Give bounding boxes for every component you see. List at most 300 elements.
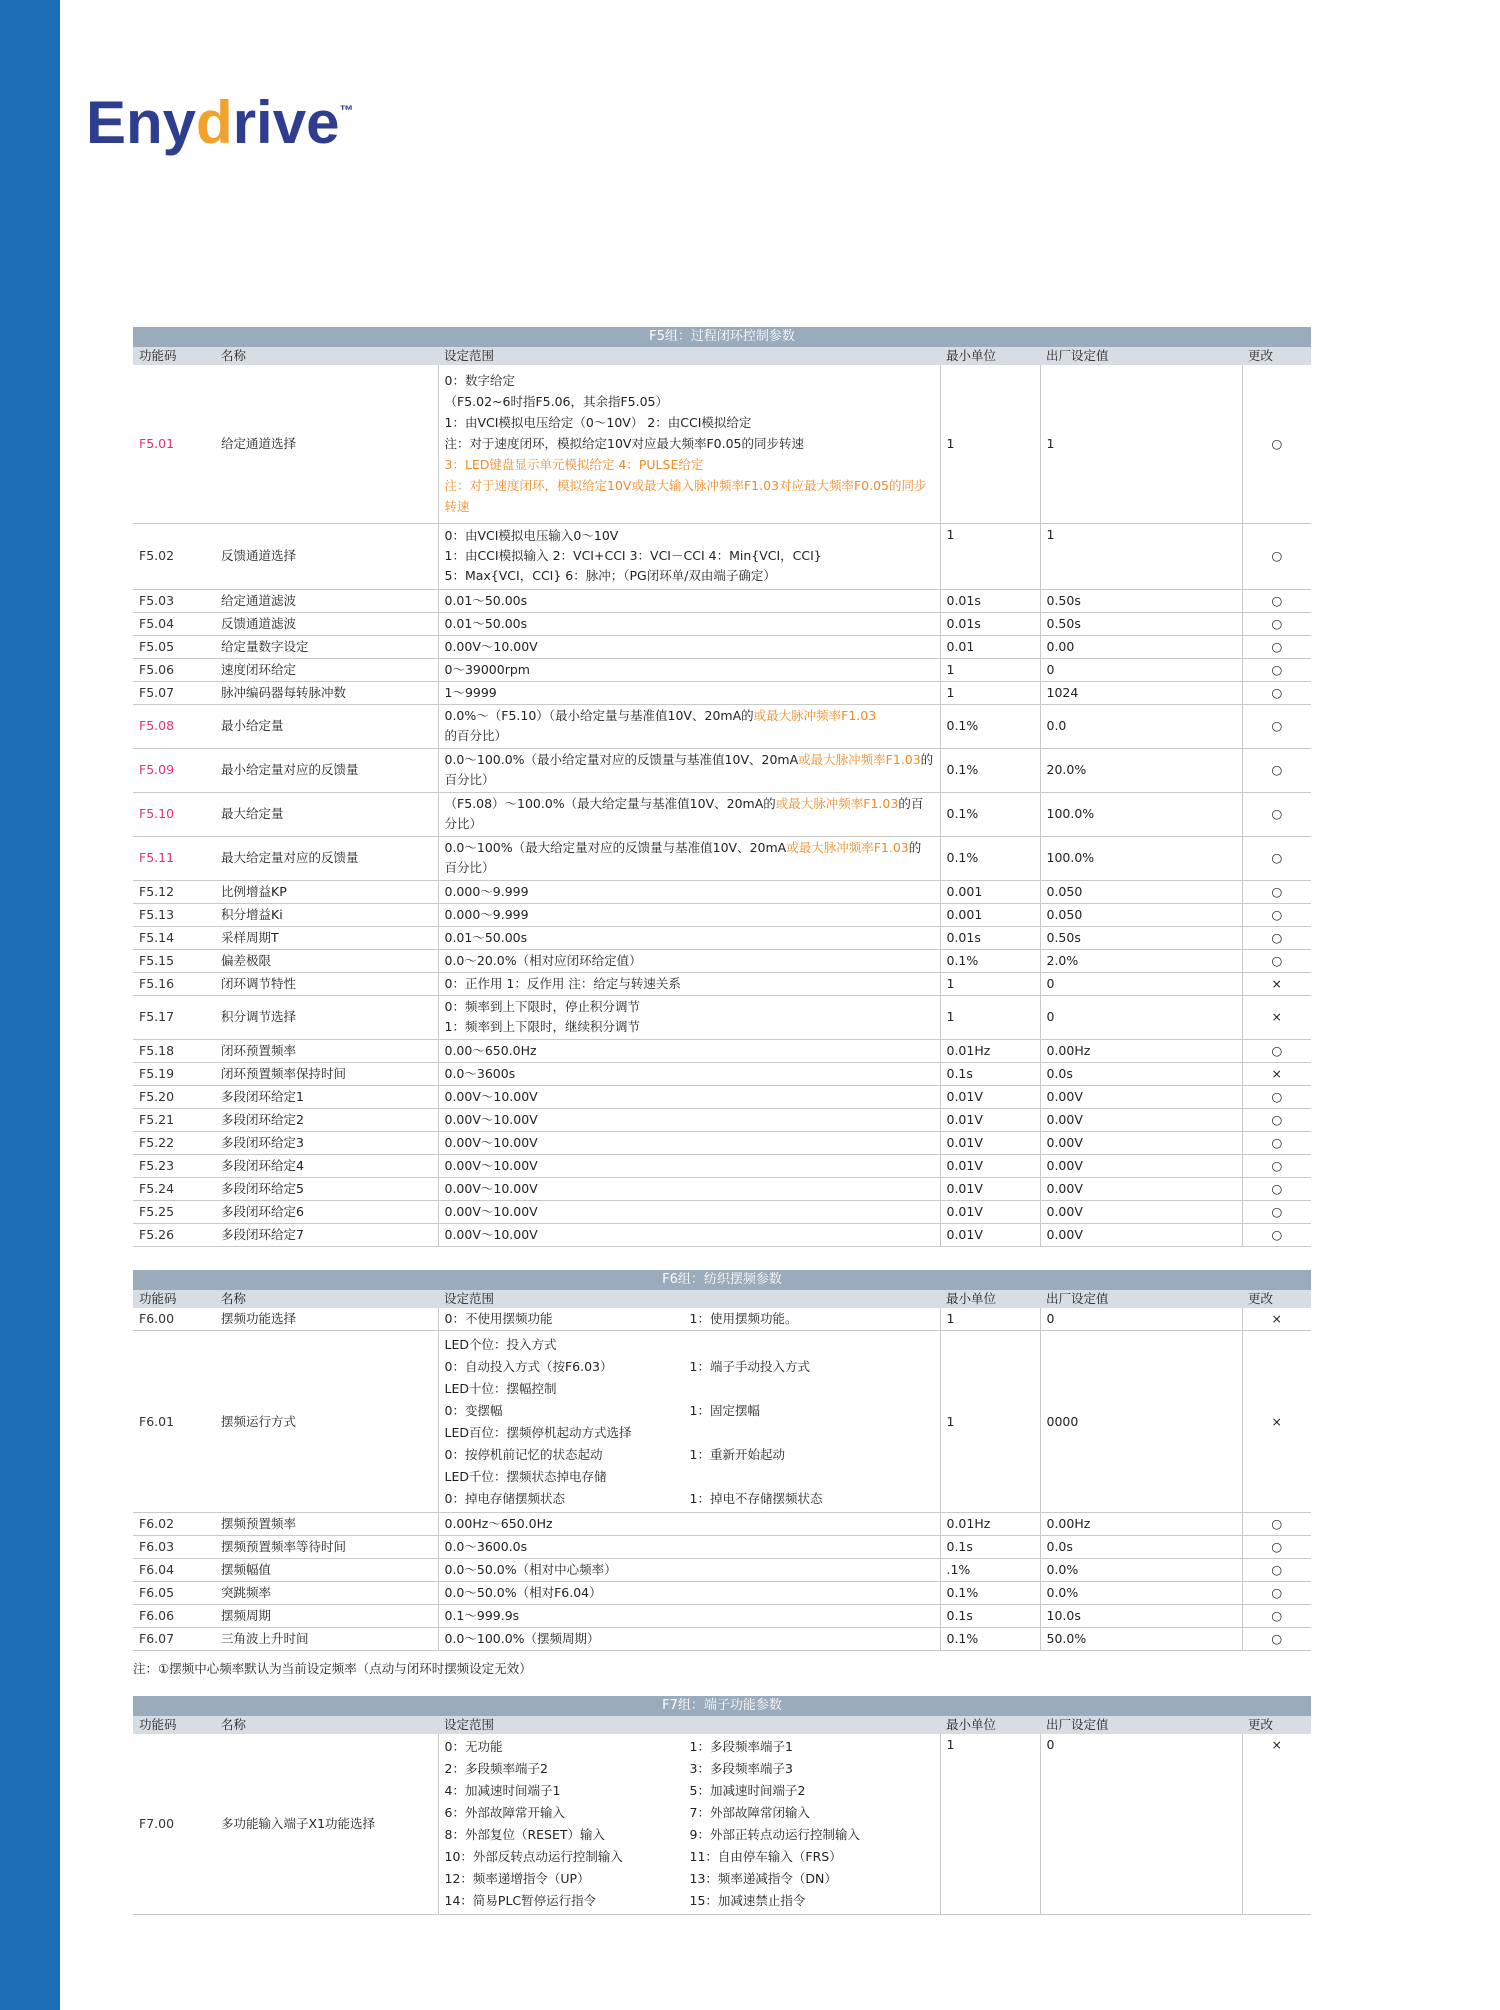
- f5-table-section: [133, 327, 1311, 1247]
- param-unit: 0.01V: [940, 1200, 1040, 1223]
- param-default: 0.050: [1040, 880, 1242, 903]
- change-mark: ×: [1242, 1734, 1311, 1914]
- param-code: F5.07: [133, 681, 215, 704]
- change-mark: ○: [1242, 1131, 1311, 1154]
- param-range: LED个位：投入方式 0：自动投入方式（按F6.03） 1：端子手动投入方式 LED十位：摆幅控制 0：变摆幅 1：固定摆幅 LED百位：摆频停机起动方式选择 0：按停机前记忆的状态起动 1：重新开始起动 LED千位：摆频状态掉电存储 0：掉电存储摆频状态 1：掉电不存储摆频状态: [438, 1331, 940, 1513]
- param-name: 闭环调节特性: [215, 972, 438, 995]
- param-default: 0.00V: [1040, 1108, 1242, 1131]
- change-mark: ○: [1242, 589, 1311, 612]
- change-mark: ○: [1242, 1605, 1311, 1628]
- param-range: 0.00V～10.00V: [438, 1154, 940, 1177]
- param-name: 多段闭环给定7: [215, 1223, 438, 1246]
- param-unit: 0.01s: [940, 612, 1040, 635]
- option-pair: [445, 1846, 934, 1868]
- table-row: [133, 1628, 1311, 1651]
- param-unit: 0.01V: [940, 1223, 1040, 1246]
- f5-simple-rows-3: [133, 1039, 1311, 1246]
- table-row: [133, 1108, 1311, 1131]
- param-range: 0.00V～10.00V: [438, 1223, 940, 1246]
- change-mark: ○: [1242, 880, 1311, 903]
- table-row: [133, 1085, 1311, 1108]
- f6-footnote: 注：①摆频中心频率默认为当前设定频率（点动与闭环时摆频设定无效）: [133, 1661, 532, 1676]
- header-default: 出厂设定值: [1040, 347, 1242, 365]
- param-name: 多段闭环给定5: [215, 1177, 438, 1200]
- header-code: 功能码: [133, 1290, 215, 1308]
- param-unit: 0.001: [940, 880, 1040, 903]
- param-name: 摆频周期: [215, 1605, 438, 1628]
- header-row: [133, 1290, 1311, 1308]
- param-range: 0.00V～10.00V: [438, 1200, 940, 1223]
- param-default: 0.0: [1040, 704, 1242, 748]
- option-text: 9：外部正转点动运行控制输入: [689, 1826, 860, 1842]
- param-name: 采样周期T: [215, 926, 438, 949]
- param-code: F5.19: [133, 1062, 215, 1085]
- option-pair: [445, 1868, 934, 1890]
- f6-simple-rows: [133, 1513, 1311, 1651]
- param-code: F5.15: [133, 949, 215, 972]
- header-row: [133, 347, 1311, 365]
- option-text: 5：加减速时间端子2: [689, 1782, 806, 1798]
- param-default: 0.0%: [1040, 1582, 1242, 1605]
- change-mark: ○: [1242, 1582, 1311, 1605]
- param-range: 1～9999: [438, 681, 940, 704]
- f6-param-table: [133, 1270, 1311, 1651]
- table-title-row: [133, 1270, 1311, 1290]
- param-default: 50.0%: [1040, 1628, 1242, 1651]
- change-mark: ○: [1242, 748, 1311, 792]
- change-mark: ○: [1242, 1559, 1311, 1582]
- param-unit: 1: [940, 523, 1040, 589]
- table-row: [133, 1331, 1311, 1513]
- table-row: [133, 926, 1311, 949]
- param-default: 0.00V: [1040, 1223, 1242, 1246]
- header-name: 名称: [215, 347, 438, 365]
- param-unit: 0.1%: [940, 1582, 1040, 1605]
- param-range: 0.0～3600.0s: [438, 1536, 940, 1559]
- param-unit: 0.01V: [940, 1177, 1040, 1200]
- param-name: 速度闭环给定: [215, 658, 438, 681]
- param-name: 最大给定量: [215, 792, 438, 836]
- param-range: 0.01～50.00s: [438, 612, 940, 635]
- param-name: 积分增益Ki: [215, 903, 438, 926]
- f5-simple-rows-1: [133, 589, 1311, 704]
- table-row: [133, 1734, 1311, 1914]
- change-mark: ×: [1242, 995, 1311, 1039]
- param-code: F5.23: [133, 1154, 215, 1177]
- param-default: 0.050: [1040, 903, 1242, 926]
- header-unit: 最小单位: [940, 1290, 1040, 1308]
- side-color-bar: [0, 0, 60, 2010]
- param-default: 0.00Hz: [1040, 1513, 1242, 1536]
- param-default: 0.00: [1040, 635, 1242, 658]
- param-range: 0.00V～10.00V: [438, 1085, 940, 1108]
- table-row: [133, 589, 1311, 612]
- param-range: 0.0～100%（最大给定量对应的反馈量与基准值10V、20mA或最大脉冲频率F1.03的百分比）: [438, 836, 940, 880]
- change-mark: ○: [1242, 1108, 1311, 1131]
- table-row: [133, 365, 1311, 523]
- param-unit: 0.1%: [940, 792, 1040, 836]
- param-unit: 0.01V: [940, 1154, 1040, 1177]
- f7-table-section: [133, 1696, 1311, 1915]
- param-name: 多段闭环给定1: [215, 1085, 438, 1108]
- header-code: 功能码: [133, 347, 215, 365]
- f5-title: F5组：过程闭环控制参数: [133, 327, 1311, 347]
- param-default: 0.0s: [1040, 1536, 1242, 1559]
- change-mark: ○: [1242, 926, 1311, 949]
- param-unit: 0.01s: [940, 589, 1040, 612]
- param-code: F5.12: [133, 880, 215, 903]
- param-default: 20.0%: [1040, 748, 1242, 792]
- change-mark: ○: [1242, 635, 1311, 658]
- table-row: [133, 792, 1311, 836]
- option-pair: [445, 1780, 934, 1802]
- param-range: 0.00V～10.00V: [438, 635, 940, 658]
- option-text: 12：频率递增指令（UP）: [444, 1870, 590, 1886]
- param-range: 0.0～3600s: [438, 1062, 940, 1085]
- param-unit: 0.1%: [940, 748, 1040, 792]
- param-name: 摆频运行方式: [215, 1331, 438, 1513]
- param-code: F5.01: [133, 365, 215, 523]
- param-default: 0: [1040, 995, 1242, 1039]
- table-row: [133, 1513, 1311, 1536]
- param-code: F5.04: [133, 612, 215, 635]
- param-code: F5.03: [133, 589, 215, 612]
- param-range: 0：数字给定 （F5.02~6时指F5.06，其余指F5.05） 1：由VCI模拟电压给定（0～10V） 2：由CCI模拟给定 注：对于速度闭环，模拟给定10V对应最大频率F0.05的同步转速 3：LED键盘显示单元模拟给定 4：PULSE给定 注：对于速度闭环，模拟给定10V或最大输入脉冲频率F1.03对应最大频率F0.05的同步转速: [438, 365, 940, 523]
- param-name: 给定通道选择: [215, 365, 438, 523]
- param-unit: 1: [940, 1331, 1040, 1513]
- param-name: 多段闭环给定2: [215, 1108, 438, 1131]
- change-mark: ○: [1242, 1039, 1311, 1062]
- change-mark: ○: [1242, 903, 1311, 926]
- param-default: 0.00V: [1040, 1200, 1242, 1223]
- table-row: [133, 748, 1311, 792]
- param-code: F5.10: [133, 792, 215, 836]
- param-unit: 1: [940, 681, 1040, 704]
- change-mark: ×: [1242, 1308, 1311, 1331]
- param-name: 多段闭环给定6: [215, 1200, 438, 1223]
- table-row: [133, 1559, 1311, 1582]
- param-range: 0.000～9.999: [438, 880, 940, 903]
- param-range: [438, 1734, 940, 1914]
- param-default: 0.00V: [1040, 1131, 1242, 1154]
- param-default: 10.0s: [1040, 1605, 1242, 1628]
- param-range: 0.0～50.0%（相对中心频率）: [438, 1559, 940, 1582]
- table-row: [133, 972, 1311, 995]
- param-default: 0: [1040, 658, 1242, 681]
- param-unit: 1: [940, 658, 1040, 681]
- change-mark: ○: [1242, 1536, 1311, 1559]
- param-unit: 1: [940, 1308, 1040, 1331]
- param-range: 0.00V～10.00V: [438, 1108, 940, 1131]
- param-range: 0.00Hz～650.0Hz: [438, 1513, 940, 1536]
- param-unit: 0.001: [940, 903, 1040, 926]
- param-code: F6.06: [133, 1605, 215, 1628]
- param-code: F5.25: [133, 1200, 215, 1223]
- header-row: [133, 1716, 1311, 1734]
- param-unit: 0.1%: [940, 949, 1040, 972]
- param-default: 0000: [1040, 1331, 1242, 1513]
- header-change: 更改: [1242, 347, 1311, 365]
- header-default: 出厂设定值: [1040, 1716, 1242, 1734]
- param-code: F5.02: [133, 523, 215, 589]
- param-range: 0：正作用 1：反作用 注：给定与转速关系: [438, 972, 940, 995]
- f6-title: F6组：纺织摆频参数: [133, 1270, 1311, 1290]
- param-name: 最大给定量对应的反馈量: [215, 836, 438, 880]
- table-row: [133, 880, 1311, 903]
- option-text: 15：加减速禁止指令: [689, 1892, 806, 1908]
- option-text: 6：外部故障常开输入: [444, 1804, 565, 1820]
- table-row: [133, 612, 1311, 635]
- f5-param-table: [133, 327, 1311, 1247]
- param-name: 突跳频率: [215, 1582, 438, 1605]
- param-name: 反馈通道选择: [215, 523, 438, 589]
- param-code: F5.13: [133, 903, 215, 926]
- header-unit: 最小单位: [940, 1716, 1040, 1734]
- param-name: 反馈通道滤波: [215, 612, 438, 635]
- change-mark: ×: [1242, 1331, 1311, 1513]
- header-range: 设定范围: [438, 1290, 940, 1308]
- param-unit: 1: [940, 1734, 1040, 1914]
- param-name: 偏差极限: [215, 949, 438, 972]
- param-default: 0.00V: [1040, 1177, 1242, 1200]
- header-change: 更改: [1242, 1716, 1311, 1734]
- option-text: 11：自由停车输入（FRS）: [689, 1848, 842, 1864]
- param-default: 0.50s: [1040, 926, 1242, 949]
- param-unit: 0.1%: [940, 1628, 1040, 1651]
- param-default: 1: [1040, 523, 1242, 589]
- option-text: 3：多段频率端子3: [689, 1760, 793, 1776]
- option-pair: [445, 1758, 934, 1780]
- table-row: [133, 523, 1311, 589]
- param-range: 0.0%～（F5.10）（最小给定量与基准值10V、20mA的或最大脉冲频率F1.03的百分比）: [438, 704, 940, 748]
- param-code: F6.05: [133, 1582, 215, 1605]
- param-name: 脉冲编码器每转脉冲数: [215, 681, 438, 704]
- change-mark: ○: [1242, 681, 1311, 704]
- option-pair: [445, 1824, 934, 1846]
- param-name: 摆频幅值: [215, 1559, 438, 1582]
- param-code: F5.06: [133, 658, 215, 681]
- param-unit: 0.01V: [940, 1085, 1040, 1108]
- param-default: 0.00V: [1040, 1154, 1242, 1177]
- header-change: 更改: [1242, 1290, 1311, 1308]
- param-range: 0：不使用摆频功能 1：使用摆频功能。: [438, 1308, 940, 1331]
- table-row: [133, 949, 1311, 972]
- table-row: [133, 1582, 1311, 1605]
- param-range: 0.01～50.00s: [438, 589, 940, 612]
- header-name: 名称: [215, 1290, 438, 1308]
- param-range: （F5.08）～100.0%（最大给定量与基准值10V、20mA的或最大脉冲频率F1.03的百分比）: [438, 792, 940, 836]
- param-unit: 0.1s: [940, 1536, 1040, 1559]
- option-text: 14：简易PLC暂停运行指令: [444, 1892, 597, 1908]
- change-mark: ○: [1242, 949, 1311, 972]
- param-range: 0～39000rpm: [438, 658, 940, 681]
- param-code: F6.03: [133, 1536, 215, 1559]
- param-default: 1: [1040, 365, 1242, 523]
- param-range: 0：频率到上下限时，停止积分调节 1：频率到上下限时，继续积分调节: [438, 995, 940, 1039]
- param-name: 三角波上升时间: [215, 1628, 438, 1651]
- change-mark: ○: [1242, 792, 1311, 836]
- table-row: [133, 1154, 1311, 1177]
- param-name: 闭环预置频率: [215, 1039, 438, 1062]
- param-name: 最小给定量: [215, 704, 438, 748]
- param-default: 0.0%: [1040, 1559, 1242, 1582]
- param-default: 1024: [1040, 681, 1242, 704]
- table-row: [133, 658, 1311, 681]
- change-mark: ○: [1242, 523, 1311, 589]
- param-range: 0.1～999.9s: [438, 1605, 940, 1628]
- change-mark: ○: [1242, 704, 1311, 748]
- table-row: [133, 1131, 1311, 1154]
- option-text: 4：加减速时间端子1: [444, 1782, 561, 1798]
- table-row: [133, 836, 1311, 880]
- param-range: 0.01～50.00s: [438, 926, 940, 949]
- param-range: 0.000～9.999: [438, 903, 940, 926]
- table-row: [133, 1536, 1311, 1559]
- param-default: 100.0%: [1040, 792, 1242, 836]
- f7-title: F7组：端子功能参数: [133, 1696, 1311, 1716]
- param-unit: 1: [940, 995, 1040, 1039]
- param-unit: 0.01V: [940, 1131, 1040, 1154]
- change-mark: ○: [1242, 658, 1311, 681]
- param-default: 0.0s: [1040, 1062, 1242, 1085]
- param-code: F5.14: [133, 926, 215, 949]
- param-code: F7.00: [133, 1734, 215, 1914]
- change-mark: ○: [1242, 612, 1311, 635]
- param-range: 0.0～20.0%（相对应闭环给定值）: [438, 949, 940, 972]
- f6-table-section: [133, 1270, 1311, 1651]
- param-range: 0.00V～10.00V: [438, 1131, 940, 1154]
- param-unit: 1: [940, 972, 1040, 995]
- param-range: 0.0～100.0%（摆频周期）: [438, 1628, 940, 1651]
- table-row: [133, 1605, 1311, 1628]
- change-mark: ○: [1242, 1200, 1311, 1223]
- change-mark: ×: [1242, 1062, 1311, 1085]
- param-unit: 0.1s: [940, 1605, 1040, 1628]
- param-name: 比例增益KP: [215, 880, 438, 903]
- param-name: 闭环预置频率保持时间: [215, 1062, 438, 1085]
- param-unit: .1%: [940, 1559, 1040, 1582]
- table-row: [133, 1308, 1311, 1331]
- table-row: [133, 1200, 1311, 1223]
- param-code: F5.05: [133, 635, 215, 658]
- param-code: F5.21: [133, 1108, 215, 1131]
- option-text: 2：多段频率端子2: [444, 1760, 548, 1776]
- option-pair: [445, 1802, 934, 1824]
- param-unit: 1: [940, 365, 1040, 523]
- param-name: 积分调节选择: [215, 995, 438, 1039]
- change-mark: ○: [1242, 1085, 1311, 1108]
- param-name: 摆频预置频率: [215, 1513, 438, 1536]
- option-text: 1：多段频率端子1: [689, 1738, 793, 1754]
- param-unit: 0.1%: [940, 836, 1040, 880]
- param-range: 0.0～50.0%（相对F6.04）: [438, 1582, 940, 1605]
- param-range: 0.0～100.0%（最小给定量对应的反馈量与基准值10V、20mA或最大脉冲频率F1.03的百分比）: [438, 748, 940, 792]
- param-unit: 0.01s: [940, 926, 1040, 949]
- param-code: F5.17: [133, 995, 215, 1039]
- header-unit: 最小单位: [940, 347, 1040, 365]
- table-row: [133, 1177, 1311, 1200]
- param-name: 摆频功能选择: [215, 1308, 438, 1331]
- param-name: 给定通道滤波: [215, 589, 438, 612]
- param-range: 0.00～650.0Hz: [438, 1039, 940, 1062]
- table-row: [133, 1062, 1311, 1085]
- param-name: 多段闭环给定4: [215, 1154, 438, 1177]
- enydrive-logo: Enydrive™: [86, 89, 354, 156]
- param-name: 摆频预置频率等待时间: [215, 1536, 438, 1559]
- change-mark: ○: [1242, 1154, 1311, 1177]
- param-default: 2.0%: [1040, 949, 1242, 972]
- param-name: 多段闭环给定3: [215, 1131, 438, 1154]
- param-range: 0.00V～10.00V: [438, 1177, 940, 1200]
- param-code: F6.07: [133, 1628, 215, 1651]
- param-code: F5.09: [133, 748, 215, 792]
- change-mark: ×: [1242, 972, 1311, 995]
- param-code: F5.08: [133, 704, 215, 748]
- table-row: [133, 903, 1311, 926]
- table-row: [133, 1223, 1311, 1246]
- param-unit: 0.1s: [940, 1062, 1040, 1085]
- param-unit: 0.01: [940, 635, 1040, 658]
- param-code: F6.02: [133, 1513, 215, 1536]
- param-code: F5.26: [133, 1223, 215, 1246]
- table-row: [133, 704, 1311, 748]
- option-pair: [445, 1890, 934, 1912]
- change-mark: ○: [1242, 1177, 1311, 1200]
- param-code: F5.22: [133, 1131, 215, 1154]
- option-pair: [445, 1736, 934, 1758]
- header-range: 设定范围: [438, 347, 940, 365]
- param-default: 100.0%: [1040, 836, 1242, 880]
- change-mark: ○: [1242, 365, 1311, 523]
- f5-simple-rows-2: [133, 880, 1311, 995]
- param-default: 0.50s: [1040, 589, 1242, 612]
- header-code: 功能码: [133, 1716, 215, 1734]
- param-unit: 0.01Hz: [940, 1513, 1040, 1536]
- param-default: 0.50s: [1040, 612, 1242, 635]
- f7-param-table: [133, 1696, 1311, 1915]
- param-default: 0.00V: [1040, 1085, 1242, 1108]
- param-code: F6.04: [133, 1559, 215, 1582]
- table-row: [133, 995, 1311, 1039]
- param-unit: 0.01V: [940, 1108, 1040, 1131]
- param-unit: 0.01Hz: [940, 1039, 1040, 1062]
- table-row: [133, 635, 1311, 658]
- param-code: F5.24: [133, 1177, 215, 1200]
- param-unit: 0.1%: [940, 704, 1040, 748]
- change-mark: ○: [1242, 1513, 1311, 1536]
- param-code: F6.00: [133, 1308, 215, 1331]
- param-name: 最小给定量对应的反馈量: [215, 748, 438, 792]
- param-code: F5.18: [133, 1039, 215, 1062]
- param-default: 0: [1040, 1734, 1242, 1914]
- param-code: F6.01: [133, 1331, 215, 1513]
- param-code: F5.20: [133, 1085, 215, 1108]
- option-text: 13：频率递减指令（DN）: [689, 1870, 837, 1886]
- option-text: 0：无功能: [444, 1738, 503, 1754]
- table-row: [133, 1039, 1311, 1062]
- param-default: 0: [1040, 1308, 1242, 1331]
- param-code: F5.16: [133, 972, 215, 995]
- param-default: 0: [1040, 972, 1242, 995]
- option-text: 7：外部故障常闭输入: [689, 1804, 810, 1820]
- option-text: 10：外部反转点动运行控制输入: [444, 1848, 623, 1864]
- table-title-row: [133, 1696, 1311, 1716]
- header-range: 设定范围: [438, 1716, 940, 1734]
- option-text: 8：外部复位（RESET）输入: [444, 1826, 606, 1842]
- header-name: 名称: [215, 1716, 438, 1734]
- header-default: 出厂设定值: [1040, 1290, 1242, 1308]
- param-name: 多功能输入端子X1功能选择: [215, 1734, 438, 1914]
